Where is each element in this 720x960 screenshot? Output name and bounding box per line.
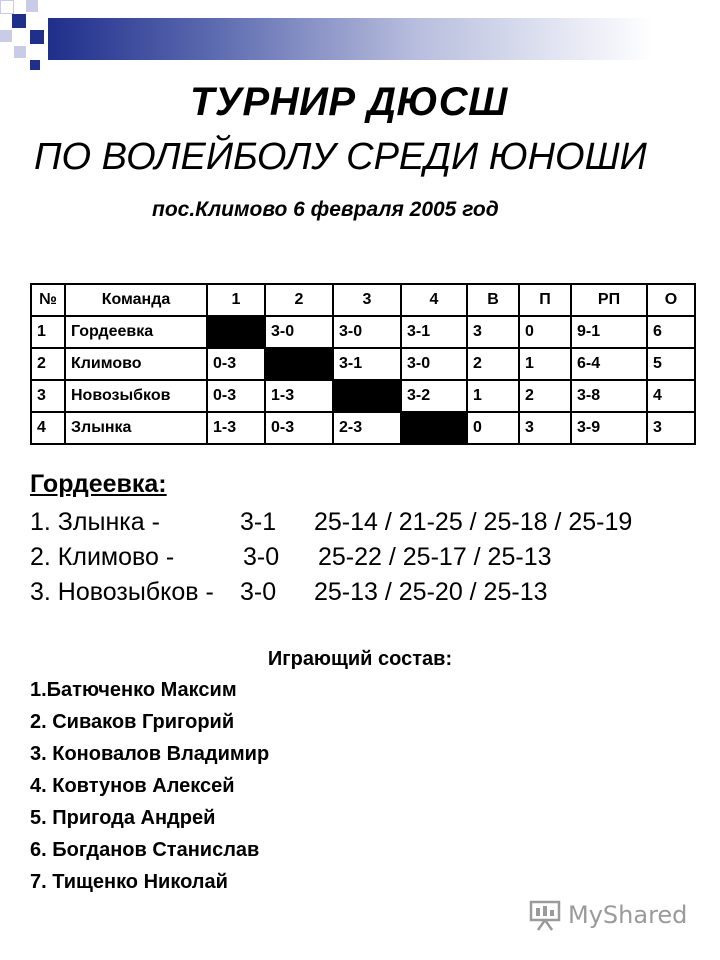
header-gradient-bar <box>48 18 720 60</box>
score-cell: 3-0 <box>401 348 467 380</box>
points-cell: 4 <box>647 380 695 412</box>
column-header: № <box>31 284 65 316</box>
results-table <box>30 283 696 445</box>
column-header: П <box>519 284 571 316</box>
wins-cell: 1 <box>467 380 519 412</box>
list-item: 3. Коновалов Владимир <box>30 743 270 765</box>
watermark-text: MyShared <box>568 901 688 929</box>
self-match-cell <box>265 348 333 380</box>
score-cell: 0-3 <box>207 348 265 380</box>
match-opponent: 1. Злынка - <box>30 508 160 536</box>
score-cell: 3-2 <box>401 380 467 412</box>
roster-heading: Играющий состав: <box>267 648 453 670</box>
row-number: 3 <box>31 380 65 412</box>
score-cell: 0-3 <box>207 380 265 412</box>
column-header: 1 <box>207 284 265 316</box>
losses-cell: 2 <box>519 380 571 412</box>
column-header: РП <box>571 284 647 316</box>
self-match-cell <box>207 316 265 348</box>
table-header-row <box>31 284 695 316</box>
list-item: 7. Тищенко Николай <box>30 871 228 893</box>
score-cell: 0-3 <box>265 412 333 444</box>
column-header: Команда <box>65 284 207 316</box>
match-score: 3-0 <box>243 543 280 571</box>
self-match-cell <box>333 380 401 412</box>
match-score: 3-1 <box>240 508 277 536</box>
column-header: В <box>467 284 519 316</box>
score-cell: 3-1 <box>401 316 467 348</box>
team-name: Злынка <box>65 412 207 444</box>
team-name: Гордеевка <box>65 316 207 348</box>
score-cell: 3-0 <box>265 316 333 348</box>
column-header: 4 <box>401 284 467 316</box>
team-name: Климово <box>65 348 207 380</box>
table-row <box>31 412 695 444</box>
score-cell: 2-3 <box>333 412 401 444</box>
match-opponent: 3. Новозыбков - <box>30 578 214 606</box>
losses-cell: 3 <box>519 412 571 444</box>
score-cell: 3-0 <box>333 316 401 348</box>
presentation-board-icon <box>528 898 562 932</box>
wins-cell: 0 <box>467 412 519 444</box>
column-header: 2 <box>265 284 333 316</box>
points-cell: 3 <box>647 412 695 444</box>
table-row <box>31 380 695 412</box>
score-cell: 3-1 <box>333 348 401 380</box>
match-sets: 25-22 / 25-17 / 25-13 <box>318 543 552 571</box>
match-sets: 25-13 / 25-20 / 25-13 <box>314 578 548 606</box>
losses-cell: 1 <box>519 348 571 380</box>
column-header: 3 <box>333 284 401 316</box>
list-item: 1.Батюченко Максим <box>30 679 237 701</box>
row-number: 1 <box>31 316 65 348</box>
page-title: ТУРНИР ДЮСШ <box>190 80 508 124</box>
wins-cell: 3 <box>467 316 519 348</box>
wins-cell: 2 <box>467 348 519 380</box>
table-row <box>31 348 695 380</box>
place-date: пос.Климово 6 февраля 2005 год <box>152 198 499 221</box>
self-match-cell <box>401 412 467 444</box>
sets-ratio-cell: 6-4 <box>571 348 647 380</box>
list-item: 4. Ковтунов Алексей <box>30 775 235 797</box>
sets-ratio-cell: 3-8 <box>571 380 647 412</box>
column-header: О <box>647 284 695 316</box>
table-row <box>31 316 695 348</box>
watermark <box>528 895 687 935</box>
match-sets: 25-14 / 21-25 / 25-18 / 25-19 <box>314 508 633 536</box>
score-cell: 1-3 <box>207 412 265 444</box>
team-name: Новозыбков <box>65 380 207 412</box>
score-cell: 1-3 <box>265 380 333 412</box>
sets-ratio-cell: 9-1 <box>571 316 647 348</box>
row-number: 2 <box>31 348 65 380</box>
sets-ratio-cell: 3-9 <box>571 412 647 444</box>
list-item: 6. Богданов Станислав <box>30 839 260 861</box>
page-subtitle: ПО ВОЛЕЙБОЛУ СРЕДИ ЮНОШИ <box>34 136 647 178</box>
match-score: 3-0 <box>240 578 277 606</box>
row-number: 4 <box>31 412 65 444</box>
points-cell: 6 <box>647 316 695 348</box>
losses-cell: 0 <box>519 316 571 348</box>
list-item: 5. Пригода Андрей <box>30 807 216 829</box>
points-cell: 5 <box>647 348 695 380</box>
list-item: 2. Сиваков Григорий <box>30 711 235 733</box>
matches-heading: Гордеевка: <box>30 470 167 498</box>
match-opponent: 2. Климово - <box>30 543 175 571</box>
